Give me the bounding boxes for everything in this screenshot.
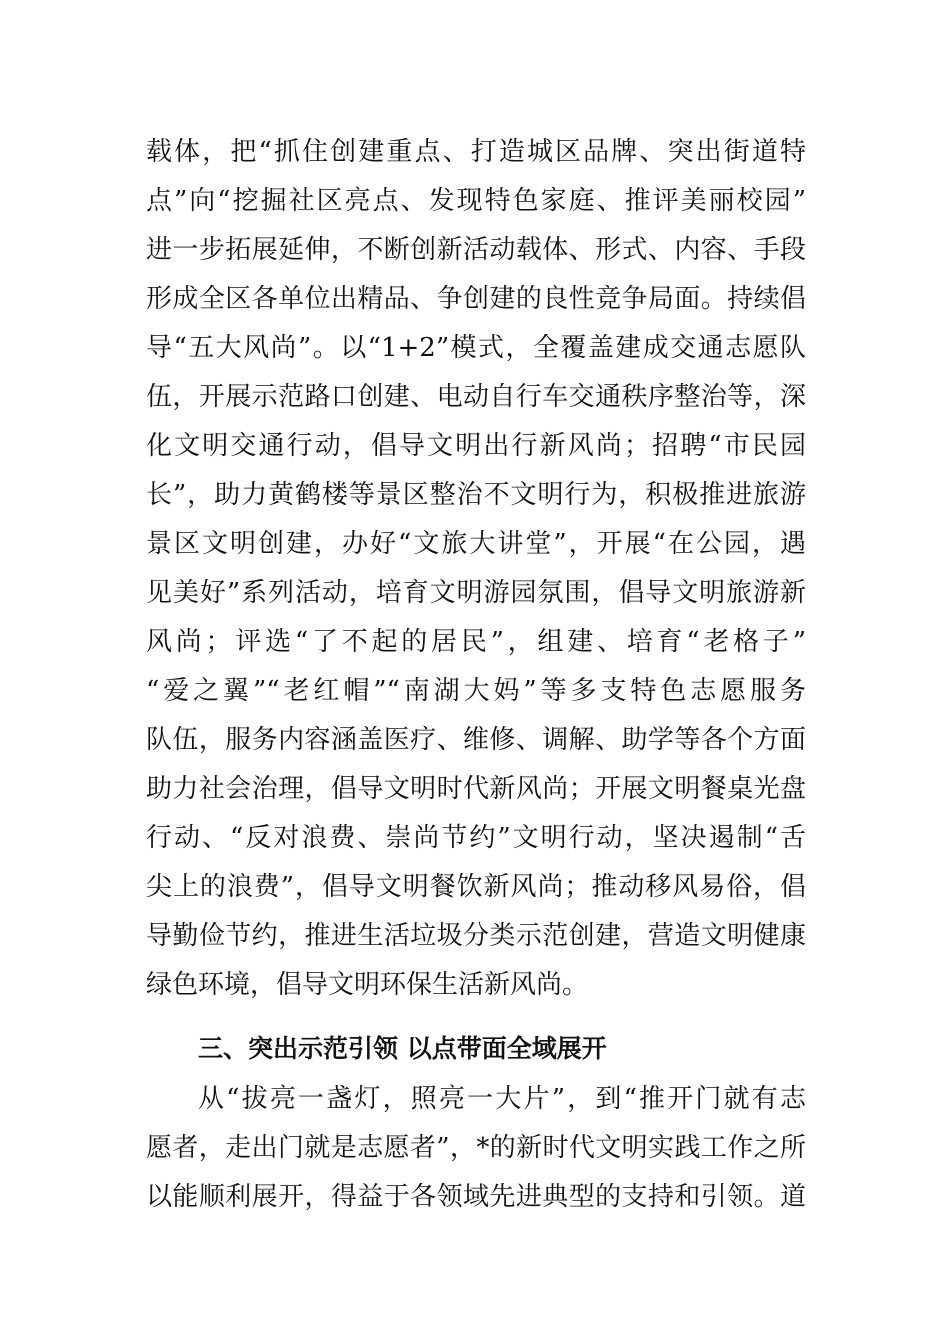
- body-text-line: 伍，开展示范路口创建、电动自行车交通秩序整治等，深: [146, 382, 806, 412]
- body-text-line: 载体，把“抓住创建重点、打造城区品牌、突出街道特: [146, 137, 806, 167]
- body-text-line: 导勤俭节约，推进生活垃圾分类示范创建，营造文明健康: [146, 921, 806, 951]
- body-text-line: “爱之翼”“老红帽”“南湖大妈”等多支特色志愿服务: [146, 676, 806, 706]
- body-text-line: 景区文明创建，办好“文旅大讲堂”，开展“在公园，遇: [146, 529, 806, 559]
- body-text-line: 助力社会治理，倡导文明时代新风尚；开展文明餐桌光盘: [146, 774, 806, 804]
- body-text-line: 化文明交通行动，倡导文明出行新风尚；招聘“市民园: [146, 431, 806, 461]
- body-text-line: 以能顺利展开，得益于各领域先进典型的支持和引领。道: [146, 1182, 806, 1212]
- body-text-line: 见美好”系列活动，培育文明游园氛围，倡导文明旅游新: [146, 578, 806, 608]
- body-text-line: 行动、“反对浪费、崇尚节约”文明行动，坚决遏制“舌: [146, 823, 806, 853]
- body-text-line: 导“五大风尚”。以“1+2”模式，全覆盖建成交通志愿队: [146, 333, 806, 363]
- section-heading: 三、突出示范引领 以点带面全域展开: [198, 1034, 607, 1063]
- body-text-line: 从“拔亮一盏灯，照亮一大片”，到“推开门就有志: [198, 1084, 806, 1114]
- body-text-line: 绿色环境，倡导文明环保生活新风尚。: [146, 970, 589, 1000]
- body-text-line: 风尚；评选“了不起的居民”，组建、培育“老格子”: [146, 627, 806, 657]
- body-text-line: 形成全区各单位出精品、争创建的良性竞争局面。持续倡: [146, 284, 806, 314]
- body-text-line: 点”向“挖掘社区亮点、发现特色家庭、推评美丽校园”: [146, 186, 806, 216]
- body-text-line: 尖上的浪费”，倡导文明餐饮新风尚；推动移风易俗，倡: [146, 872, 806, 902]
- body-text-line: 长”，助力黄鹤楼等景区整治不文明行为，积极推进旅游: [146, 480, 806, 510]
- body-text-line: 进一步拓展延伸，不断创新活动载体、形式、内容、手段: [146, 235, 806, 265]
- body-text-line: 愿者，走出门就是志愿者”，*的新时代文明实践工作之所: [146, 1133, 806, 1163]
- body-text-line: 队伍，服务内容涵盖医疗、维修、调解、助学等各个方面: [146, 725, 806, 755]
